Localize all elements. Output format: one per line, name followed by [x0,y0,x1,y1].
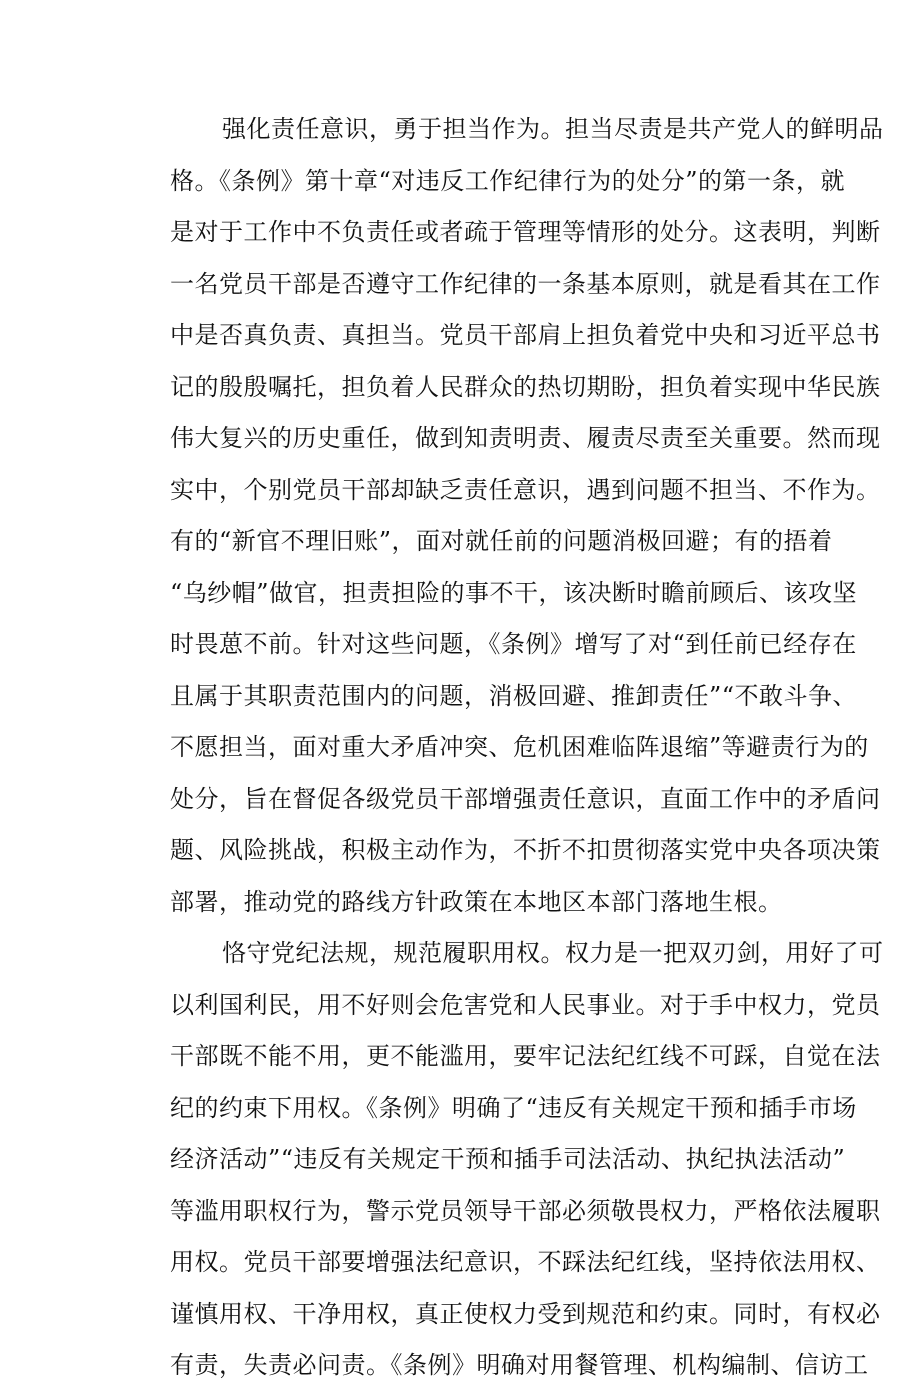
text-line: 且属于其职责范围内的问题，消极回避、推卸责任”“不敢斗争、 [170,681,858,710]
text-line: 伟大复兴的历史重任，做到知责明责、履责尽责至关重要。然而现 [170,424,881,452]
document-body [118,104,884,1392]
text-line: 时畏葸不前。针对这些问题，《条例》增写了对“到任前已经存在 [170,630,857,658]
text-line: 经济活动”“违反有关规定干预和插手司法活动、执纪执法活动” [170,1145,846,1173]
text-line: “乌纱帽”做官，担责担险的事不干，该决断时瞻前顾后、该攻坚 [170,578,858,607]
text-line: 以利国利民，用不好则会危害党和人民事业。对于手中权力，党员 [170,990,881,1019]
paragraph-responsibility [118,104,884,928]
text-line: 格。《条例》第十章“对违反工作纪律行为的处分”的第一条，就 [170,166,846,195]
text-line: 处分，旨在督促各级党员干部增强责任意识，直面工作中的矛盾问 [170,784,881,813]
text-line: 干部既不能不用，更不能滥用，要牢记法纪红线不可踩，自觉在法 [170,1042,881,1070]
text-line: 恪守党纪法规，规范履职用权。权力是一把双刃剑，用好了可 [222,939,884,967]
text-line: 用权。党员干部要增强法纪意识，不踩法纪红线，坚持依法用权、 [170,1248,881,1276]
text-line: 一名党员干部是否遵守工作纪律的一条基本原则，就是看其在工作 [170,269,881,298]
text-line: 记的殷殷嘱托，担负着人民群众的热切期盼，担负着实现中华民族 [170,372,881,401]
text-line: 有的“新官不理旧账”，面对就任前的问题消极回避；有的捂着 [170,527,833,555]
text-line: 中是否真负责、真担当。党员干部肩上担负着党中央和习近平总书 [170,321,881,349]
text-line: 实中，个别党员干部却缺乏责任意识，遇到问题不担当、不作为。 [170,475,881,504]
text-line: 部署，推动党的路线方针政策在本地区本部门落地生根。 [170,887,783,916]
text-line: 题、风险挑战，积极主动作为，不折不扣贯彻落实党中央各项决策 [170,836,881,864]
text-line: 有责，失责必问责。《条例》明确对用餐管理、机构编制、信访工 [170,1351,869,1379]
text-line: 谨慎用权、干净用权，真正使权力受到规范和约束。同时，有权必 [170,1299,881,1328]
paragraph-discipline [118,928,884,1392]
text-line: 纪的约束下用权。《条例》明确了“违反有关规定干预和插手市场 [170,1093,857,1122]
text-line: 等滥用职权行为，警示党员领导干部必须敬畏权力，严格依法履职 [170,1196,881,1225]
text-line: 是对于工作中不负责任或者疏于管理等情形的处分。这表明，判断 [170,218,881,246]
text-line: 强化责任意识，勇于担当作为。担当尽责是共产党人的鲜明品 [222,115,884,143]
text-line: 不愿担当，面对重大矛盾冲突、危机困难临阵退缩”等避责行为的 [170,733,869,761]
